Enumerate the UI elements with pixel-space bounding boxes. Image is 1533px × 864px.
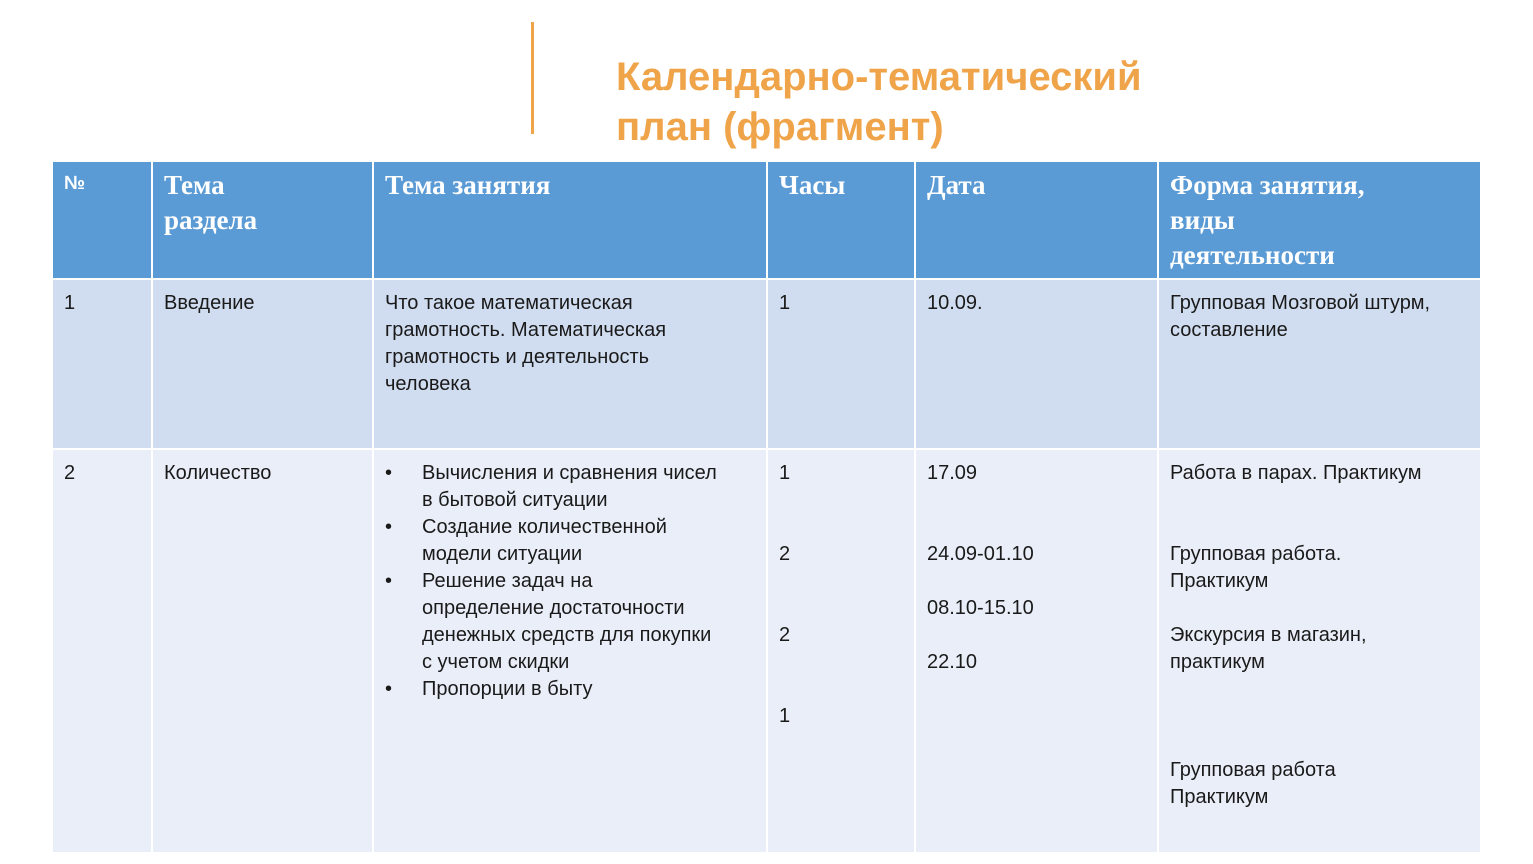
date-value: 08.10-15.10 bbox=[927, 597, 1034, 619]
form-line: Работа в парах. Практикум bbox=[1170, 462, 1422, 484]
header-section bbox=[152, 162, 373, 279]
hours-value: 1 bbox=[779, 462, 791, 484]
form-line: Практикум bbox=[1170, 570, 1269, 592]
plan-table-header bbox=[53, 162, 1480, 279]
row-topic bbox=[373, 279, 767, 449]
row-hours: 1 bbox=[767, 279, 915, 449]
row-form bbox=[1158, 449, 1480, 852]
row-topic bbox=[373, 449, 767, 852]
topic-line: грамотность и деятельность bbox=[385, 346, 650, 368]
table-row bbox=[53, 279, 1480, 449]
row-section: Введение bbox=[152, 279, 373, 449]
plan-table-body bbox=[53, 279, 1480, 852]
date-value: 24.09-01.10 bbox=[927, 543, 1034, 565]
topic-bullet-item bbox=[385, 568, 756, 676]
date-value: 17.09 bbox=[927, 462, 978, 484]
header-form-line: деятельности bbox=[1170, 240, 1335, 270]
header-date: Дата bbox=[915, 162, 1158, 279]
row-section: Количество bbox=[152, 449, 373, 852]
slide-title-line-2: план (фрагмент) bbox=[616, 105, 944, 149]
header-form-line: виды bbox=[1170, 205, 1235, 235]
form-entry bbox=[1170, 460, 1470, 487]
topic-bullet-list bbox=[385, 460, 756, 703]
form-line: Практикум bbox=[1170, 786, 1269, 808]
header-form-line: Форма занятия, bbox=[1170, 170, 1365, 200]
row-hours bbox=[767, 449, 915, 852]
row-date bbox=[915, 449, 1158, 852]
topic-line: • Решение задач на bbox=[422, 570, 593, 592]
date-value: 22.10 bbox=[927, 651, 978, 673]
header-topic: Тема занятия bbox=[373, 162, 767, 279]
topic-bullet-item bbox=[385, 460, 756, 514]
header-section-line: раздела bbox=[164, 205, 258, 235]
topic-bullet-item bbox=[385, 676, 756, 703]
topic-line: • Вычисления и сравнения чисел bbox=[422, 462, 717, 484]
form-line: Групповая работа bbox=[1170, 759, 1336, 781]
topic-line: в бытовой ситуации bbox=[422, 489, 608, 511]
row-date: 10.09. bbox=[915, 279, 1158, 449]
title-accent-line bbox=[531, 22, 534, 134]
topic-line: денежных средств для покупки bbox=[422, 624, 712, 646]
table-row bbox=[53, 449, 1480, 852]
topic-line: человека bbox=[385, 373, 471, 395]
row-num: 2 bbox=[53, 449, 152, 852]
header-section-line: Тема bbox=[164, 170, 225, 200]
slide-title bbox=[616, 52, 1316, 152]
form-line: Экскурсия в магазин, bbox=[1170, 624, 1367, 646]
topic-line: • Пропорции в быту bbox=[422, 678, 593, 700]
row-form bbox=[1158, 279, 1480, 449]
form-entry bbox=[1170, 541, 1470, 595]
header-hours: Часы bbox=[767, 162, 915, 279]
form-line: составление bbox=[1170, 319, 1288, 341]
plan-table bbox=[53, 162, 1480, 852]
topic-line: модели ситуации bbox=[422, 543, 583, 565]
form-line: Групповая работа. bbox=[1170, 543, 1342, 565]
hours-value: 2 bbox=[779, 543, 791, 565]
slide-title-line-1: Календарно-тематический bbox=[616, 55, 1142, 99]
header-row bbox=[53, 162, 1480, 279]
form-line: практикум bbox=[1170, 651, 1265, 673]
topic-bullet-item bbox=[385, 514, 756, 568]
hours-value: 2 bbox=[779, 624, 791, 646]
form-entry bbox=[1170, 622, 1470, 676]
form-line: Групповая Мозговой штурм, bbox=[1170, 292, 1431, 314]
topic-line: • Создание количественной bbox=[422, 516, 667, 538]
header-form bbox=[1158, 162, 1480, 279]
row-num: 1 bbox=[53, 279, 152, 449]
topic-line: грамотность. Математическая bbox=[385, 319, 667, 341]
header-num: № bbox=[53, 162, 152, 279]
topic-line: определение достаточности bbox=[422, 597, 685, 619]
topic-line: Что такое математическая bbox=[385, 292, 633, 314]
topic-line: с учетом скидки bbox=[422, 651, 570, 673]
hours-value: 1 bbox=[779, 705, 791, 727]
form-entry bbox=[1170, 757, 1470, 811]
